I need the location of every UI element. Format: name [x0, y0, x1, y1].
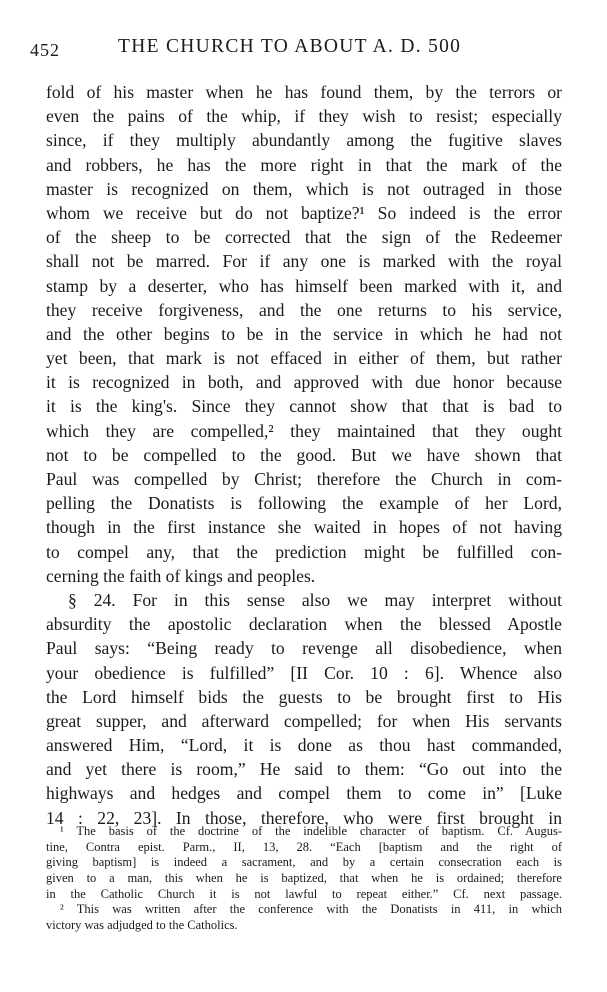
- body-line: and yet there is room,” He said to them: “Go out into the: [46, 759, 562, 780]
- body-line: master is recognized on them, which is not outraged in those: [46, 178, 562, 199]
- body-line: whom we receive but do not baptize?¹ So indeed is the error: [46, 202, 562, 223]
- body-line: even the pains of the whip, if they wish to resist; especially: [46, 106, 562, 127]
- body-line: absurdity the apostolic declaration when the blessed Apostle: [46, 614, 562, 635]
- body-line: since, if they multiply abundantly among the fugitive slaves: [46, 130, 562, 151]
- page-number: 452: [30, 40, 60, 60]
- footnote-line: giving baptism] is indeed a sacrament, and by a certain consecration each is: [46, 855, 562, 870]
- body-line: which they are compelled,² they maintained that they ought: [46, 420, 562, 441]
- body-line: they receive forgiveness, and the one returns to his service,: [46, 299, 562, 320]
- body-line: 14 : 22, 23]. In those, therefore, who were first brought in: [46, 807, 562, 828]
- body-line: stamp by a deserter, who has himself been marked with it, and: [46, 275, 562, 296]
- body-line: highways and hedges and compel them to come in” [Luke: [46, 783, 562, 804]
- footnote-line: tine, Contra epist. Parm., II, 13, 28. “Each [baptism and the right of: [46, 839, 562, 854]
- body-text: [46, 80, 562, 830]
- body-line: Paul says: “Being ready to revenge all disobedience, when: [46, 638, 562, 659]
- body-line: and robbers, he has the more right in that the mark of the: [46, 154, 562, 175]
- footnote-line: in the Catholic Church it is not lawful to repeat either.” Cf. next passage.: [46, 886, 562, 901]
- body-line: cerning the faith of kings and peoples.: [46, 565, 316, 586]
- body-line: pelling the Donatists is following the example of her Lord,: [46, 493, 562, 514]
- footnote-line: victory was adjudged to the Catholics.: [46, 918, 238, 933]
- body-line: shall not be marred. For if any one is marked with the royal: [46, 251, 562, 272]
- footnote-2: ² This was written after the conference with the Donatists in 411, in which: [60, 902, 562, 917]
- body-line: to compel any, that the prediction might be fulfilled con-: [46, 541, 562, 562]
- page-header: [30, 36, 570, 64]
- body-line: your obedience is fulfilled” [II Cor. 10 : 6]. Whence also: [46, 662, 562, 683]
- footnotes: [46, 824, 562, 934]
- body-line: the Lord himself bids the guests to be brought first to His: [46, 686, 562, 707]
- footnote-1: ¹ The basis of the doctrine of the indelible character of baptism. Cf. Augus-: [60, 824, 562, 838]
- body-line: great supper, and afterward compelled; for when His servants: [46, 710, 562, 731]
- body-line: it is recognized in both, and approved with due honor because: [46, 372, 562, 393]
- section-24-start: § 24. For in this sense also we may interpret without: [68, 589, 562, 610]
- body-line: and the other begins to be in the service in which he had not: [46, 323, 562, 344]
- body-line: it is the king's. Since they cannot show that that is bad to: [46, 396, 562, 417]
- running-title: THE CHURCH TO ABOUT A. D. 500: [118, 36, 462, 57]
- body-line: fold of his master when he has found them, by the terrors or: [46, 82, 562, 102]
- footnote-line: given to a man, this when he is baptized, that when he is ordained; therefore: [46, 871, 562, 886]
- body-line: Paul was compelled by Christ; therefore the Church in com-: [46, 469, 562, 489]
- body-line: of the sheep to be corrected that the sign of the Redeemer: [46, 227, 562, 248]
- body-line: answered Him, “Lord, it is done as thou hast commanded,: [46, 735, 562, 756]
- body-line: yet been, that mark is not effaced in either of them, but rather: [46, 348, 562, 369]
- body-line: though in the first instance she waited in hopes of not having: [46, 517, 562, 538]
- body-line: not to be compelled to the good. But we have shown that: [46, 444, 562, 465]
